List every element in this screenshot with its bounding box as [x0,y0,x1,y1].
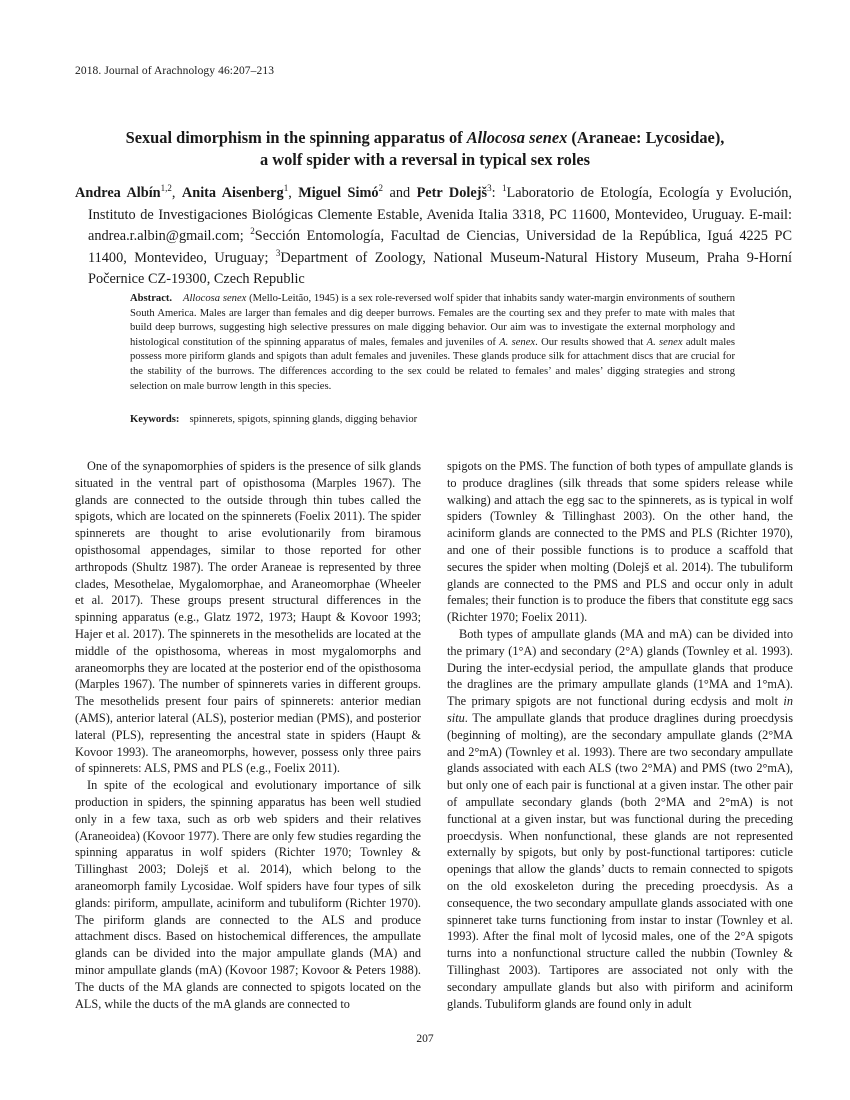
author-name: Miguel Simó [298,185,379,201]
keywords-label: Keywords: [130,414,180,425]
affiliation-line: Instituto de Investigaciones Biológicas Clemente Estable, Avenida Italia 3318, PC 11600, Montevideo, Uruguay. E-mail: [88,206,792,223]
paragraph: One of the synapomorphies of spiders is the presence of silk glands situated in the ventral part of opisthosoma (Marples 1967). The glands are connected to the outside through thin tubes called the spigots, which are located on the spinnerets (Foelix 2011). The spider spinnerets are thought to arise evolutionarily from biramous opisthosomal appendages, similar to those reported for other arthropods (Shultz 1987). The order Araneae is represented by three clades, Mesothelae, Mygalomorphae, and Araneomorphae (Wheeler et al. 2017). These groups present structural differences in the spinning apparatus (e.g., Glatz 1972, 1973; Haupt & Kovoor 1993; Hajer et al. 2017). The spinnerets in the mesothelids are located at the middle of the opisthosoma, whereas in most mygalomorphs and araneomorphs they are located at the posterior end of the opisthosoma (Marples 1967). The number of spinnerets varies in different groups. The mesothelids present four pairs of spinnerets: anterior median (AMS), anterior lateral (ALS), posterior median (PMS), and posterior lateral (PLS), representing the ancestral state in spiders (Haupt & Kovoor 1993). The araneomorphs, however, possess only three pairs of spinnerets: ALS, PMS and PLS (e.g., Foelix 2011). [75,459,421,776]
affiliation-line: andrea.r.albin@gmail.com; $^2$Sección Entomología, Facultad de Ciencias, Universidad de la República, Iguá 4225 PC [88,226,792,244]
running-header: 2018. Journal of Arachnology 46:207–213 [75,65,275,77]
keywords-text: spinnerets, spigots, spinning glands, digging behavior [189,414,418,425]
page-number: 207 [416,1033,434,1045]
affiliation-line: 11400, Montevideo, Uruguay; $^3$Department of Zoology, National Museum-Natural History Museum, Praha 9-Horní [88,247,792,266]
abstract: Abstract. Allocosa senex (Mello-Leitão, 1945) is a sex role-reversed wolf spider that inhabits sandy water-margin environments of southern South America. Males are larger than females and dig deeper burrows. Females are the courting sex and they prefer to mate with males that build deep burrows, suggesting high selective pressures on male digging behavior. Our aim was to investigate the external morphology and histological constitution of the spinning apparatus of males, females and juveniles of A. senex. Our results showed that A. senex adult males possess more piriform glands and spigots than adult females and juveniles. These glands produce silk for attachment discs that are crucial for the stability of the burrows. The differences according to the sex could be related to females’ and males’ digging strategies and strong selection on male burrow length in this species. [130,293,736,392]
paragraph: Both types of ampullate glands (MA and mA) can be divided into the primary (1°A) and secondary (2°A) glands (Townley et al. 1993). During the inter-ecdysial period, the ampullate glands that produce the draglines are the primary ampullate glands (1°MA and 1°mA). The primary spigots are not functional during ecdysis and molt in situ. The ampullate glands that produce draglines during proecdysis (beginning of molting), are the secondary ampullate glands (2°MA and 2°mA) (Townley et al. 1993). There are two secondary ampullate glands associated with each ALS (two 2°MA) and PMS (two 2°mA), but only one of each pair is functional at a given instar. The other pair of ampullate secondary glands (both 2°MA and 2°mA) is not functional at a given instar, but was functional during the preceding proecdysis. When nonfunctional, these glands are not represented externally by spigots, but only by post-functional tartipores: cuticle openings that allow the glands’ ducts to remain connected to spigots on the old exoskeleton during the preceding proecdysis. As a consequence, the two secondary ampullate glands associated with one spinneret take turns functioning from instar to instar (Townley et al. 1993). After the final molt of lycosid males, one of the 2°A spigots turns into a nonfunctional structure called the nubbin (Townley & Tillinghast 2003). Tartipores are associated not only with the secondary ampullate glands but also with piriform and aciniform glands. Tubuliform glands are found only in adult [447,626,793,1011]
affiliation-line: Počernice CZ-19300, Czech Republic [88,271,305,287]
title-line-2: a wolf spider with a reversal in typical sex roles [259,149,591,169]
paragraph: In spite of the ecological and evolutionary importance of silk production in spiders, the spinning apparatus has been well studied only in a few taxa, such as orb web spiders and their relatives (Araneoidea) (Kovoor 1977). There are only few studies regarding the spinning apparatus in wolf spiders (Richter 1970; Townley & Tillinghast 2003; Dolejš et al. 2014), which belong to the araneomorph family Lycosidae. Wolf spiders have four types of silk glands: piriform, ampullate, aciniform and tubuliform (Richter 1970). The piriform glands are connected to the ALS and produce attachment discs. Based on histochemical differences, the ampullate glands can be divided into the major ampullate glands (MA) and minor ampullate glands (mA) (Kovoor 1987; Kovoor & Peters 1988). The ducts of the MA glands are connected to spigots located on the ALS, while the ducts of the mA glands are connected to [75,778,422,1011]
title-species: Allocosa senex [466,128,568,147]
author-name: Petr Dolejš [416,185,488,201]
authors-affiliations [75,183,792,291]
abstract-label: Abstract. [130,293,173,304]
body-column-right [447,458,793,1012]
affiliation-1: Laboratorio de Etología, Ecología y Evolución, [506,185,793,201]
body-column-left [75,458,421,1012]
authors-line: Andrea Albín$^{1,2}$, Anita Aisenberg$^1$, Miguel Simó$^2$ and Petr Dolejš$^3$: $^1$Laboratorio de Etología, Ecología y Evolución, [75,183,793,201]
keywords [130,413,735,428]
author-name: Andrea Albín [75,185,161,201]
email-link[interactable]: andrea.r.albin@gmail.com; [88,228,251,244]
author-name: Anita Aisenberg [181,185,284,201]
title-line-1: Sexual dimorphism in the spinning apparatus of Allocosa senex (Araneae: Lycosidae), [125,128,725,147]
article-title [100,127,750,170]
paragraph: spigots on the PMS. The function of both types of ampullate glands is to produce draglines (silk threads that some spiders release while walking) and attach the egg sac to the spinnerets, as is typical in wolf spiders (Townley & Tillinghast 2003). On the other hand, the aciniform glands are connected to the PMS and PLS (Richter 1970), and one of their possible functions is to produce a scaffold that secures the spider when molting (Dolejš et al. 2014). The tubuliform glands are connected to the PMS and PLS and occur only in adult females; their function is to produce the fibers that constitute egg sacs (Richter 1970; Foelix 2011). [447,459,793,625]
